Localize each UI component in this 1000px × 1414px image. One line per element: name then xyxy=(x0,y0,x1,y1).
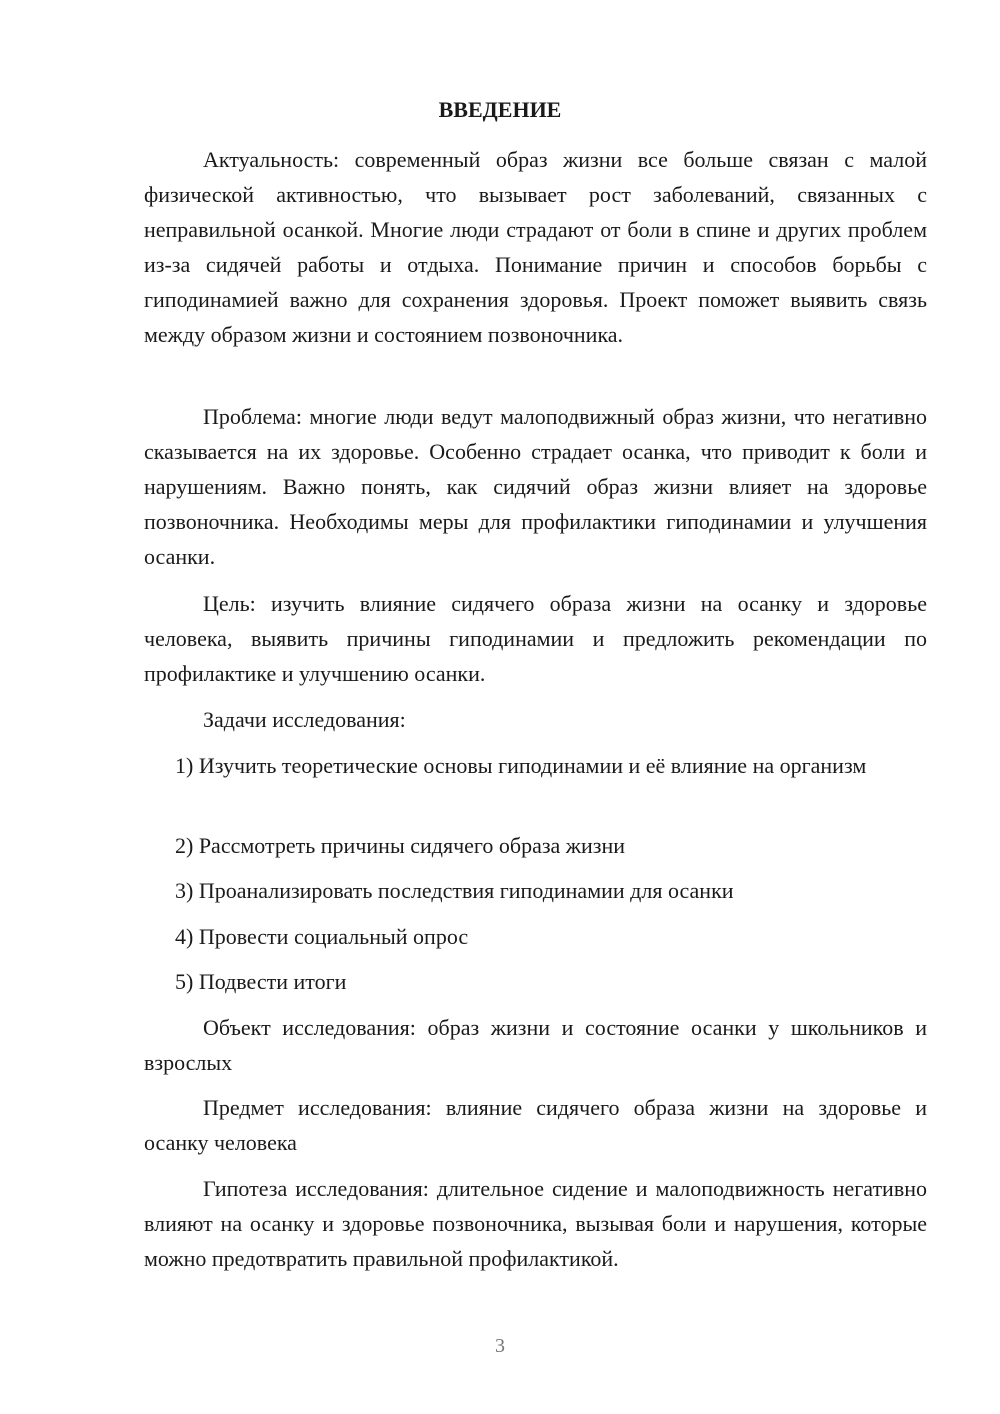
subject-paragraph: Предмет исследования: влияние сидячего образа жизни на здоровье и осанку человека xyxy=(144,1095,927,1155)
tasks-heading: Задачи исследования: xyxy=(203,707,406,732)
relevance-paragraph: Актуальность: современный образ жизни все больше связан с малой физической активностью, что вызывает рост заболеваний, связанных с неправильной осанкой. Многие люди страдают от боли в спине и других проблем из-за сидячей работы и отдыха. Понимание причин и способов борьбы с гиподинамией важно для сохранения здоровья. Проект поможет выявить связь между образом жизни и состоянием позвоночника. xyxy=(144,147,927,347)
goal-paragraph: Цель: изучить влияние сидячего образа жизни на осанку и здоровье человека, выявить причины гиподинамии и предложить рекомендации по профилактике и улучшению осанки. xyxy=(144,591,927,686)
task-item: 3) Проанализировать последствия гиподинамии для осанки xyxy=(175,878,734,903)
object-paragraph: Объект исследования: образ жизни и состояние осанки у школьников и взрослых xyxy=(144,1015,927,1075)
task-item: 4) Провести социальный опрос xyxy=(175,924,469,949)
task-item: 2) Рассмотреть причины сидячего образа жизни xyxy=(175,833,626,858)
section-title: ВВЕДЕНИЕ xyxy=(438,97,562,122)
problem-paragraph: Проблема: многие люди ведут малоподвижный образ жизни, что негативно сказывается на их здоровье. Особенно страдает осанка, что приводит к боли и нарушениям. Важно понять, как сидячий образ жизни влияет на здоровье позвоночника. Необходимы меры для профилактики гиподинамии и улучшения осанки. xyxy=(144,404,927,569)
page-number: 3 xyxy=(495,1335,505,1357)
hypothesis-paragraph: Гипотеза исследования: длительное сидение и малоподвижность негативно влияют на осанку и здоровье позвоночника, вызывая боли и нарушения, которые можно предотвратить правильной профилактикой. xyxy=(144,1176,927,1271)
task-item: 1) Изучить теоретические основы гиподинамии и её влияние на организм xyxy=(175,753,867,778)
task-item: 5) Подвести итоги xyxy=(175,969,347,994)
